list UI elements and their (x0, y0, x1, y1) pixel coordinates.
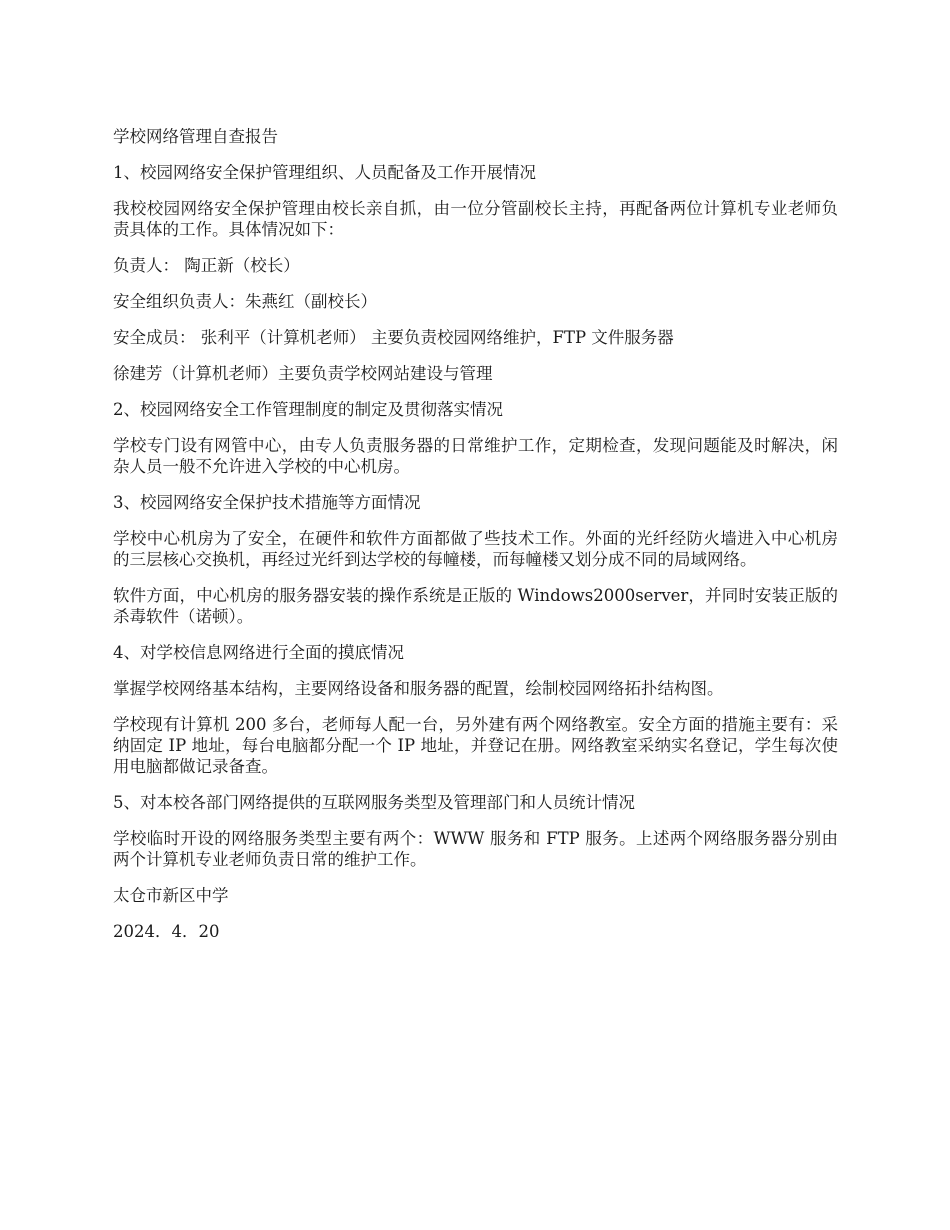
section-5-heading: 5、对本校各部门网络提供的互联网服务类型及管理部门和人员统计情况 (113, 793, 635, 812)
section-1-heading: 1、校园网络安全保护管理组织、人员配备及工作开展情况 (113, 163, 536, 182)
section-1-org-leader: 安全组织负责人：朱燕红（副校长） (113, 292, 377, 311)
section-2-body: 学校专门设有网管中心，由专人负责服务器的日常维护工作，定期检查，发现问题能及时解决，闲杂人员一般不允许进入学校的中心机房。 (113, 436, 838, 476)
signature-date: 2024．4．20 (113, 922, 220, 941)
document-body (113, 126, 838, 957)
section-3-body-1: 学校中心机房为了安全，在硬件和软件方面都做了些技术工作。外面的光纤经防火墙进入中心机房的三层核心交换机，再经过光纤到达学校的每幢楼，而每幢楼又划分成不同的局域网络。 (113, 529, 838, 569)
section-3-heading: 3、校园网络安全保护技术措施等方面情况 (113, 493, 421, 512)
section-1-intro: 我校校园网络安全保护管理由校长亲自抓，由一位分管副校长主持，再配备两位计算机专业老师负责具体的工作。具体情况如下： (113, 199, 838, 239)
section-2-heading: 2、校园网络安全工作管理制度的制定及贯彻落实情况 (113, 400, 503, 419)
section-5-body: 学校临时开设的网络服务类型主要有两个：WWW 服务和 FTP 服务。上述两个网络服务器分别由两个计算机专业老师负责日常的维护工作。 (113, 829, 838, 869)
section-4-body-1: 掌握学校网络基本结构，主要网络设备和服务器的配置，绘制校园网络拓扑结构图。 (113, 679, 724, 698)
section-3-body-2: 软件方面，中心机房的服务器安装的操作系统是正版的 Windows2000server，并同时安装正版的杀毒软件（诺顿）。 (113, 586, 838, 626)
document-title: 学校网络管理自查报告 (113, 127, 278, 146)
section-4-body-2: 学校现有计算机 200 多台，老师每人配一台，另外建有两个网络教室。安全方面的措施主要有：采纳固定 IP 地址，每台电脑都分配一个 IP 地址，并登记在册。网络教室采纳实名登记，学生每次使用电脑都做记录备查。 (113, 715, 838, 776)
section-1-member-1: 安全成员： 张利平（计算机老师） 主要负责校园网络维护，FTP 文件服务器 (113, 328, 674, 347)
section-4-heading: 4、对学校信息网络进行全面的摸底情况 (113, 643, 404, 662)
section-1-member-2: 徐建芳（计算机老师）主要负责学校网站建设与管理 (113, 364, 493, 383)
section-1-leader: 负责人： 陶正新（校长） (113, 256, 300, 275)
signature-organization: 太仓市新区中学 (113, 886, 229, 905)
